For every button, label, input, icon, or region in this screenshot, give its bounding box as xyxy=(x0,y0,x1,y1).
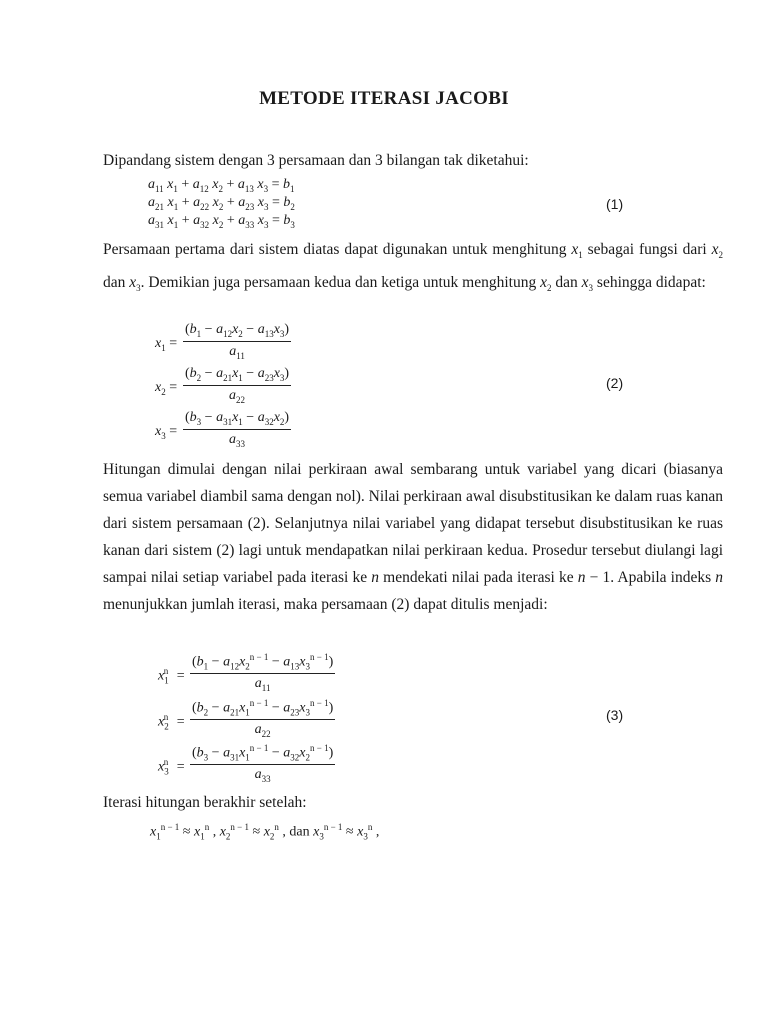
intro-paragraph: Dipandang sistem dengan 3 persamaan dan 3 bilangan tak diketahui: xyxy=(103,152,529,169)
system-equation-2: $a_{21}$ $x_1 + a_{22}$ $x_2 + a_{23}$ $x_3 = b_2$ xyxy=(148,195,295,212)
system-equation-3: $a_{31}$ $x_1 + a_{32}$ $x_2 + a_{33}$ $x_3 = b_3$ xyxy=(148,213,295,230)
stopping-condition: $x_1^{n - 1} \approx x_1^n$ , $x_2^{n - 1} \approx x_2^n$ , dan $x_3^{n - 1} \approx x_3^n$ , xyxy=(150,822,380,842)
paragraph-2: Persamaan pertama dari sistem diatas dapat digunakan untuk menghitung $x_1$ sebagai fungsi dari $x_2$ dan $x_3$. Demikian juga persamaan kedua dan ketiga untuk menghitung $x_2$ dan $x_3$ sehingga didapat: xyxy=(103,241,723,294)
equation-number-1: (1) xyxy=(606,196,624,212)
document-page: METODE ITERASI JACOBI Dipandang sistem dengan 3 persamaan dan 3 bilangan tak diketahui: $a_{11}$ $x_1 + a_{12}$ $x_2 + a_{13}$ $x_3 = b_1$ $a_{21}$ $x_1 + a_{22}$ $x_2 + a_{23}$ $x_3 = b_2$ $a_{31}$ $x_1 + a_{32}$ $x_2 + a_{33}$ $x_3 = b_3$ (1) Persamaan pertama dari sistem diatas dapat digunakan untuk menghitung $x_1$ sebagai fungsi dari $x_2$ dan $x_3$. Demikian juga persamaan kedua dan ketiga untuk menghitung $x_2$ dan $x_3$ sehingga didapat: $x_1$ = $(b_1 - a_{12}x_2 - a_{13}x_3)$ $a_{11}$ $x_2$ = $(b_2 - a_{21}x_1 - a_{23}x_3)$ $a_{22}$ $x_3$ = $(b_3 - a_{31}x_1 - a_{32}x_2)$ $a_{33}$ (2) Hitungan dimulai dengan nilai perkiraan awal sembarang untuk variabel yang dicari (biasanya semua variabel diambil sama dengan nol). Nilai perkiraan awal disubstitusikan ke dalam ruas kanan dari sistem persamaan (2). Selanjutnya nilai variabel yang didapat tersebut disubstitusikan ke ruas kanan dari sistem (2) lagi untuk mendapatkan nilai perkiraan kedua. Prosedur tersebut diulangi lagi sampai nilai setiap variabel pada iterasi ke n mendekati nilai pada iterasi ke n − 1. Apabila indeks n menunjukkan jumlah iterasi, maka persamaan (2) dapat ditulis menjadi: $x_1^n$ = $(b_1 - a_{12}x_2^{n - 1} - a_{13}x_3^{n - 1})$ $a_{11}$ $x_2^n$ = $(b_2 - a_{21}x_1^{n - 1} - a_{23}x_3^{n - 1})$ $a_{22}$ $x_3^n$ = $(b_3 - a_{31}x_1^{n - 1} - a_{32}x_2^{n - 1})$ $a_{33}$ (3) Iterasi hitungan berakhir setelah: $x_1^{n - 1} \approx x_1^n$ , $x_2^{n - 1} \approx x_2^n$ , dan $x_3^{n - 1} \approx x_3^n$ , xyxy=(0,0,768,1024)
equation-number-2: (2) xyxy=(606,375,624,391)
system-equation-1: $a_{11}$ $x_1 + a_{12}$ $x_2 + a_{13}$ $x_3 = b_1$ xyxy=(148,177,295,194)
paragraph-4: Iterasi hitungan berakhir setelah: xyxy=(103,794,307,811)
page-title: METODE ITERASI JACOBI xyxy=(259,88,509,109)
equation-number-3: (3) xyxy=(606,707,624,723)
paragraph-3: Hitungan dimulai dengan nilai perkiraan awal sembarang untuk variabel yang dicari (biasanya semua variabel diambil sama dengan nol). Nilai perkiraan awal disubstitusikan ke dalam ruas kanan dari sistem persamaan (2). Selanjutnya nilai variabel yang didapat tersebut disubstitusikan ke ruas kanan dari sistem (2) lagi untuk mendapatkan nilai perkiraan kedua. Prosedur tersebut diulangi lagi sampai nilai setiap variabel pada iterasi ke n mendekati nilai pada iterasi ke n − 1. Apabila indeks n menunjukkan jumlah iterasi, maka persamaan (2) dapat ditulis menjadi: xyxy=(103,461,724,613)
